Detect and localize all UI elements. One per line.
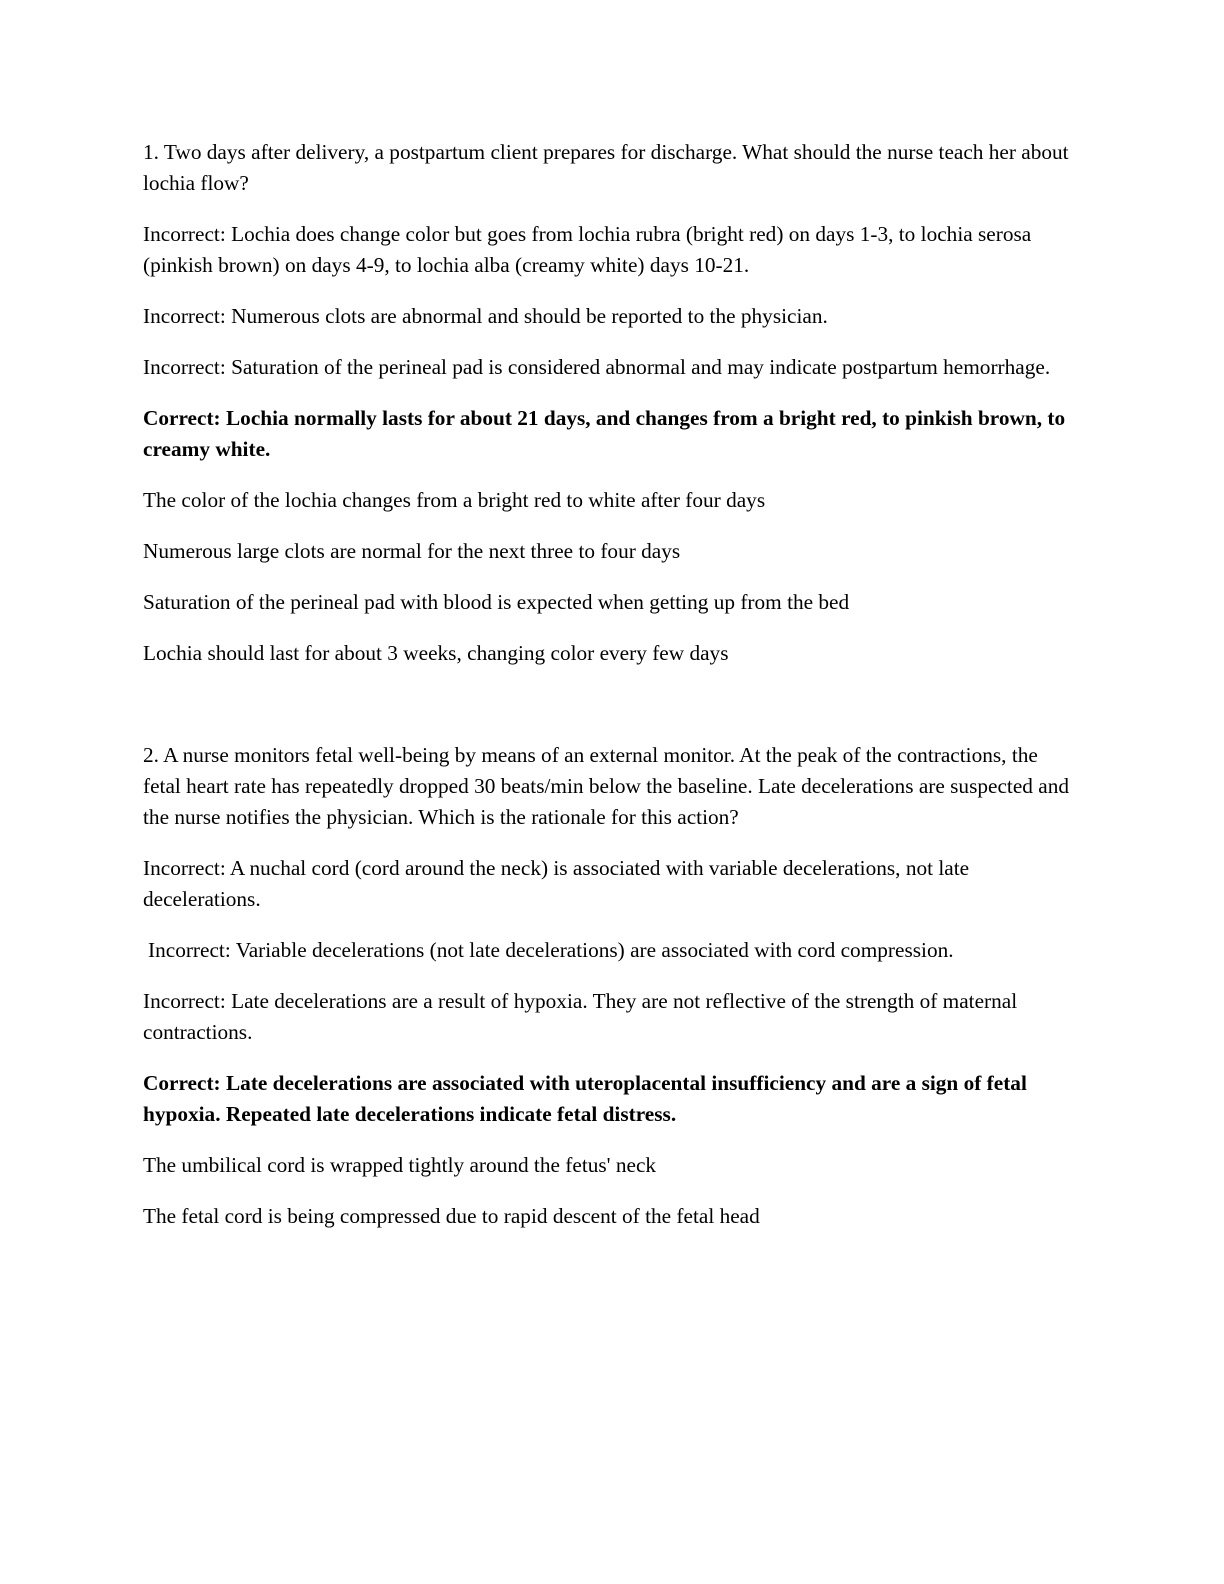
question-1-option-3: Saturation of the perineal pad with blood is expected when getting up from the bed bbox=[143, 590, 850, 614]
question-2-rationale-2: Incorrect: Variable decelerations (not late decelerations) are associated with cord compression. bbox=[148, 938, 954, 962]
question-1-option-1: The color of the lochia changes from a bright red to white after four days bbox=[143, 488, 766, 512]
question-1-rationale-2: Incorrect: Numerous clots are abnormal and should be reported to the physician. bbox=[143, 304, 828, 328]
question-1-option-2: Numerous large clots are normal for the next three to four days bbox=[143, 539, 681, 563]
question-2-option-1: The umbilical cord is wrapped tightly around the fetus' neck bbox=[143, 1153, 657, 1177]
question-1-rationale-1: Incorrect: Lochia does change color but goes from lochia rubra (bright red) on days 1-3, to lochia serosa (pinkish brown) on days 4-9, to lochia alba (creamy white) days 10-21. bbox=[143, 222, 1032, 277]
question-2-rationale-1: Incorrect: A nuchal cord (cord around the neck) is associated with variable decelerations, not late decelerations. bbox=[143, 856, 970, 911]
question-1-prompt: 1. Two days after delivery, a postpartum client prepares for discharge. What should the nurse teach her about lochia flow? bbox=[143, 140, 1069, 195]
question-2-correct-answer: Correct: Late decelerations are associated with uteroplacental insufficiency and are a sign of fetal hypoxia. Repeated late decelerations indicate fetal distress. bbox=[143, 1071, 1027, 1126]
question-1-option-4: Lochia should last for about 3 weeks, changing color every few days bbox=[143, 641, 729, 665]
question-1-correct-answer: Correct: Lochia normally lasts for about 21 days, and changes from a bright red, to pinkish brown, to creamy white. bbox=[143, 406, 1066, 461]
section-spacer bbox=[143, 689, 1078, 740]
question-2-prompt: 2. A nurse monitors fetal well-being by means of an external monitor. At the peak of the contractions, the fetal heart rate has repeatedly dropped 30 beats/min below the baseline. Late decelerations are suspected and the nurse notifies the physician. Which is the rationale for this action? bbox=[143, 743, 1070, 829]
question-2-rationale-3: Incorrect: Late decelerations are a result of hypoxia. They are not reflective of the strength of maternal contractions. bbox=[143, 989, 1018, 1044]
question-2-option-2: The fetal cord is being compressed due to rapid descent of the fetal head bbox=[143, 1204, 760, 1228]
document-page bbox=[143, 137, 1078, 1252]
question-1-rationale-3: Incorrect: Saturation of the perineal pad is considered abnormal and may indicate postpartum hemorrhage. bbox=[143, 355, 1051, 379]
